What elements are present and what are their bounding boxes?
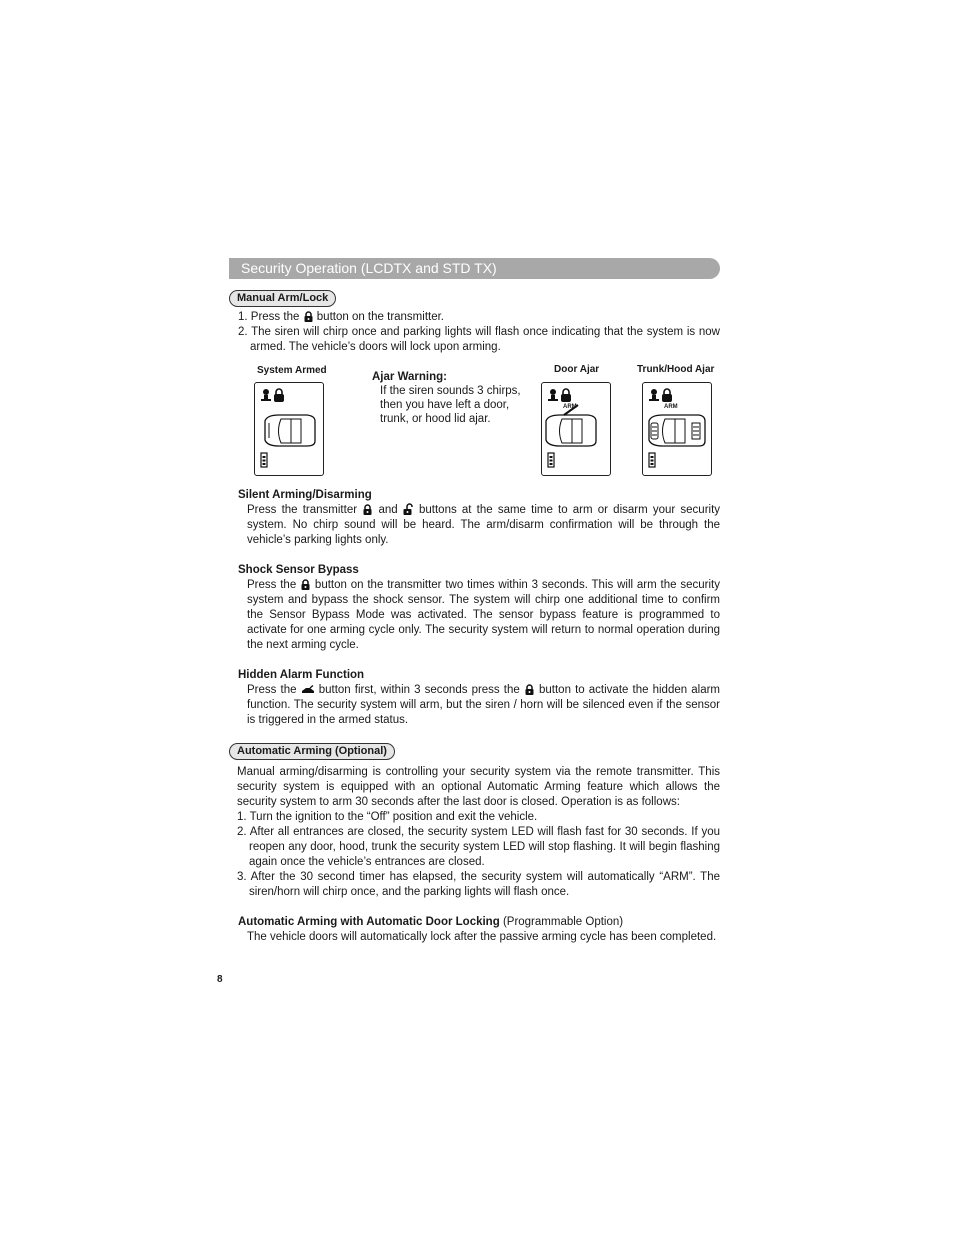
unlock-icon <box>403 503 414 515</box>
lcd-system-armed <box>254 382 324 476</box>
auto-arming-intro: Manual arming/disarming is controlling your security system via the remote transmitter. This security system is equipped with an optional Automatic Arming feature which allows the security system to arm 30 seconds after the last door is closed. Operation is as follows: <box>237 766 720 808</box>
system-armed-label: System Armed <box>257 365 327 376</box>
shock-bypass-title: Shock Sensor Bypass <box>238 564 359 576</box>
section-title: Security Operation (LCDTX and STD TX) <box>241 260 497 276</box>
door-locking-note: (Programmable Option) <box>502 916 624 928</box>
auto-arming-step-2: 2. After all entrances are closed, the security system LED will flash fast for 30 seconds. If you reopen any door, hood, trunk the security system LED will stop flashing. It will begin flashing again once the vehicle’s entrances are closed. <box>237 826 720 868</box>
ajar-warning <box>372 370 532 426</box>
car-trunk-ajar-icon <box>643 383 711 475</box>
silent-arming-body: Press the transmitter and buttons at the same time to arm or disarm your security system. No chirp sound will be heard. The arm/disarm confirmation will be through the vehicle’s parking lights only. <box>247 504 721 546</box>
trunk-ajar-label: Trunk/Hood Ajar <box>637 364 715 375</box>
door-locking-body: The vehicle doors will automatically lock after the passive arming cycle has been completed. <box>247 931 717 943</box>
hidden-alarm-title: Hidden Alarm Function <box>238 669 365 681</box>
door-locking-heading <box>238 915 623 930</box>
lock-icon <box>300 579 311 590</box>
shock-bypass-body: Press the button on the transmitter two times within 3 seconds. This will arm the security system and bypass the shock sensor. The system will chirp one additional time to confirm the Sensor Bypass Mode was activated. The sensor bypass feature is programmed to activate for one arming cycle only. The security system will return to normal operation during the next arming cycle. <box>247 579 721 651</box>
manual-step-2: 2. The siren will chirp once and parking lights will flash once indicating that the system is now armed. The vehicle’s doors will lock upon arming. <box>238 326 720 353</box>
ajar-warning-body: If the siren sounds 3 chirps, then you have left a door, trunk, or hood lid ajar. <box>380 385 521 425</box>
trunk-release-icon <box>301 685 315 695</box>
car-armed-icon <box>255 383 323 475</box>
manual-arm-pill: Manual Arm/Lock <box>229 290 336 307</box>
silent-arming-title: Silent Arming/Disarming <box>238 489 372 501</box>
lock-icon <box>303 311 314 322</box>
lock-icon <box>524 684 535 695</box>
manual-steps <box>238 310 720 355</box>
door-ajar-label: Door Ajar <box>554 364 600 375</box>
page-number: 8 <box>217 974 223 985</box>
manual-step-1: 1. Press the button on the transmitter. <box>238 311 444 323</box>
arm-indicator: ARM <box>664 404 678 410</box>
section-banner <box>229 258 720 279</box>
auto-arming-section <box>237 765 720 900</box>
ajar-warning-title: Ajar Warning: <box>372 371 447 383</box>
car-door-ajar-icon <box>542 383 610 475</box>
auto-arming-step-1: 1. Turn the ignition to the “Off” position and exit the vehicle. <box>237 811 538 823</box>
hidden-alarm-body: Press the button first, within 3 seconds press the button to activate the hidden alarm function. The security system will arm, but the siren / horn will be silenced even if the sensor is triggered in the armed status. <box>247 684 720 726</box>
door-locking-title: Automatic Arming with Automatic Door Locking <box>238 916 500 928</box>
lock-icon <box>362 504 373 515</box>
auto-arming-pill: Automatic Arming (Optional) <box>229 743 395 760</box>
lcd-door-ajar <box>541 382 611 476</box>
auto-arming-step-3: 3. After the 30 second timer has elapsed, the security system will automatically “ARM”. The siren/horn will chirp once, and the parking lights will flash once. <box>237 871 720 898</box>
lcd-trunk-ajar <box>642 382 712 476</box>
arm-indicator: ARM <box>563 404 577 410</box>
